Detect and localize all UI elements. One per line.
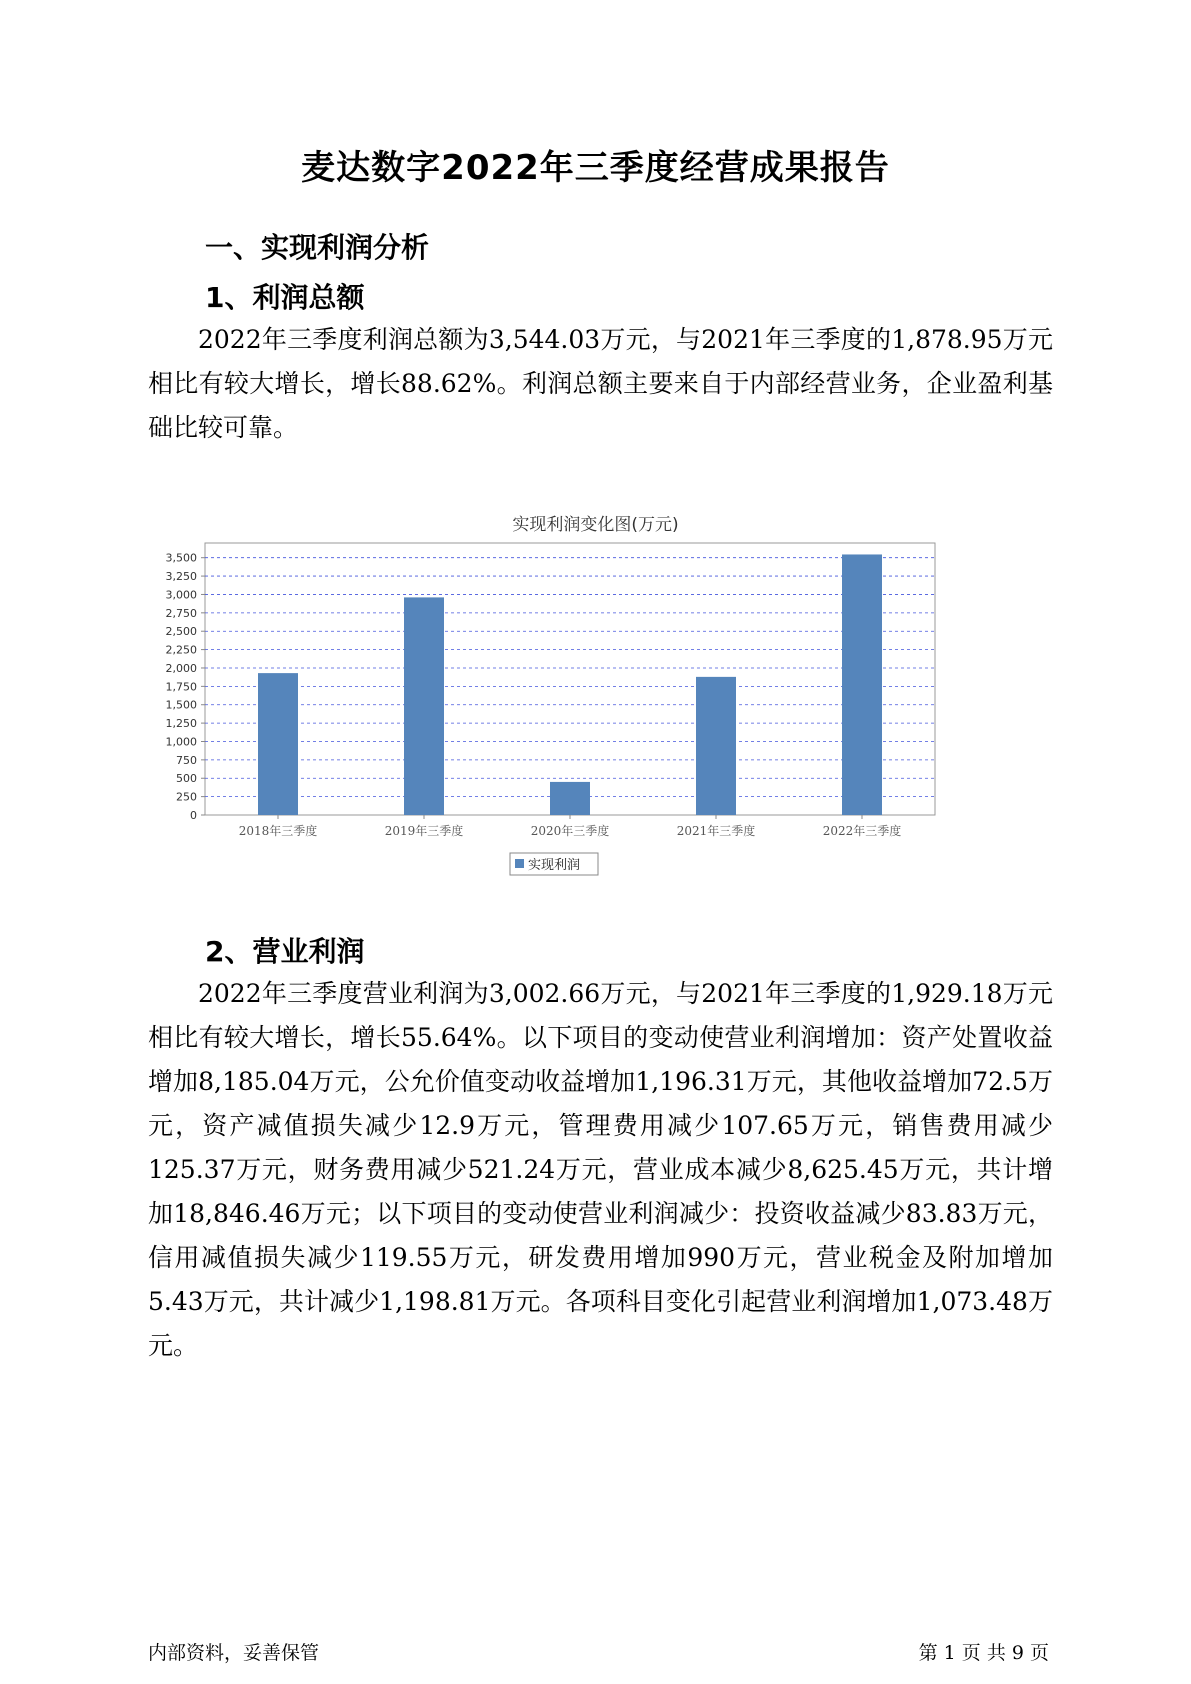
bar	[696, 677, 736, 815]
bar	[258, 673, 298, 815]
footer-confidential-note: 内部资料，妥善保管	[148, 1642, 320, 1664]
section-heading: 一、实现利润分析	[205, 231, 430, 264]
subsection-heading-operating-profit: 2、营业利润	[205, 935, 365, 968]
x-tick-label: 2019年三季度	[384, 824, 464, 838]
legend-swatch	[515, 859, 524, 868]
footer-page-number: 第 1 页 共 9 页	[918, 1642, 1049, 1664]
y-tick-label: 2,000	[165, 661, 197, 675]
paragraph-profit-total: 2022年三季度利润总额为3,544.03万元，与2021年三季度的1,878.95万元相比有较大增长，增长88.62%。利润总额主要来自于内部经营业务，企业盈利基础比较可靠。	[148, 325, 1053, 442]
y-tick-label: 250	[176, 790, 197, 804]
y-tick-label: 1,250	[165, 717, 197, 731]
y-tick-label: 1,750	[165, 680, 197, 694]
x-tick-label: 2020年三季度	[530, 824, 610, 838]
chart-title: 实现利润变化图(万元)	[512, 515, 679, 535]
subsection-heading-profit-total: 1、利润总额	[205, 281, 365, 314]
profit-bar-chart	[160, 535, 960, 890]
y-tick-label: 3,500	[165, 551, 197, 565]
plot-area	[205, 543, 935, 815]
bar	[550, 782, 590, 815]
bar	[404, 597, 444, 815]
y-tick-label: 3,250	[165, 570, 197, 584]
y-tick-label: 0	[190, 809, 197, 822]
y-tick-label: 500	[176, 772, 197, 786]
y-tick-label: 750	[176, 753, 197, 767]
y-tick-label: 2,750	[165, 606, 197, 620]
legend-label: 实现利润	[528, 858, 581, 873]
x-tick-label: 2021年三季度	[676, 824, 756, 838]
y-tick-label: 1,000	[165, 735, 197, 749]
y-tick-label: 3,000	[165, 588, 197, 602]
report-title: 麦达数字2022年三季度经营成果报告	[301, 148, 890, 188]
y-tick-label: 1,500	[165, 698, 197, 712]
y-tick-label: 2,250	[165, 643, 197, 657]
x-tick-label: 2022年三季度	[822, 824, 902, 838]
y-tick-label: 2,500	[165, 625, 197, 639]
x-tick-label: 2018年三季度	[238, 824, 318, 838]
paragraph-operating-profit: 2022年三季度营业利润为3,002.66万元，与2021年三季度的1,929.18万元相比有较大增长，增长55.64%。以下项目的变动使营业利润增加：资产处置收益增加8,185.04万元，公允价值变动收益增加1,196.31万元，其他收益增加72.5万元，资产减值损失减少12.9万元，管理费用减少107.65万元，销售费用减少125.37万元，财务费用减少521.24万元，营业成本减少8,625.45万元，共计增加18,846.46万元；以下项目的变动使营业利润减少：投资收益减少83.83万元，信用减值损失减少119.55万元，研发费用增加990万元，营业税金及附加增加5.43万元，共计减少1,198.81万元。各项科目变化引起营业利润增加1,073.48万元。	[148, 979, 1053, 1360]
bar	[842, 554, 882, 815]
